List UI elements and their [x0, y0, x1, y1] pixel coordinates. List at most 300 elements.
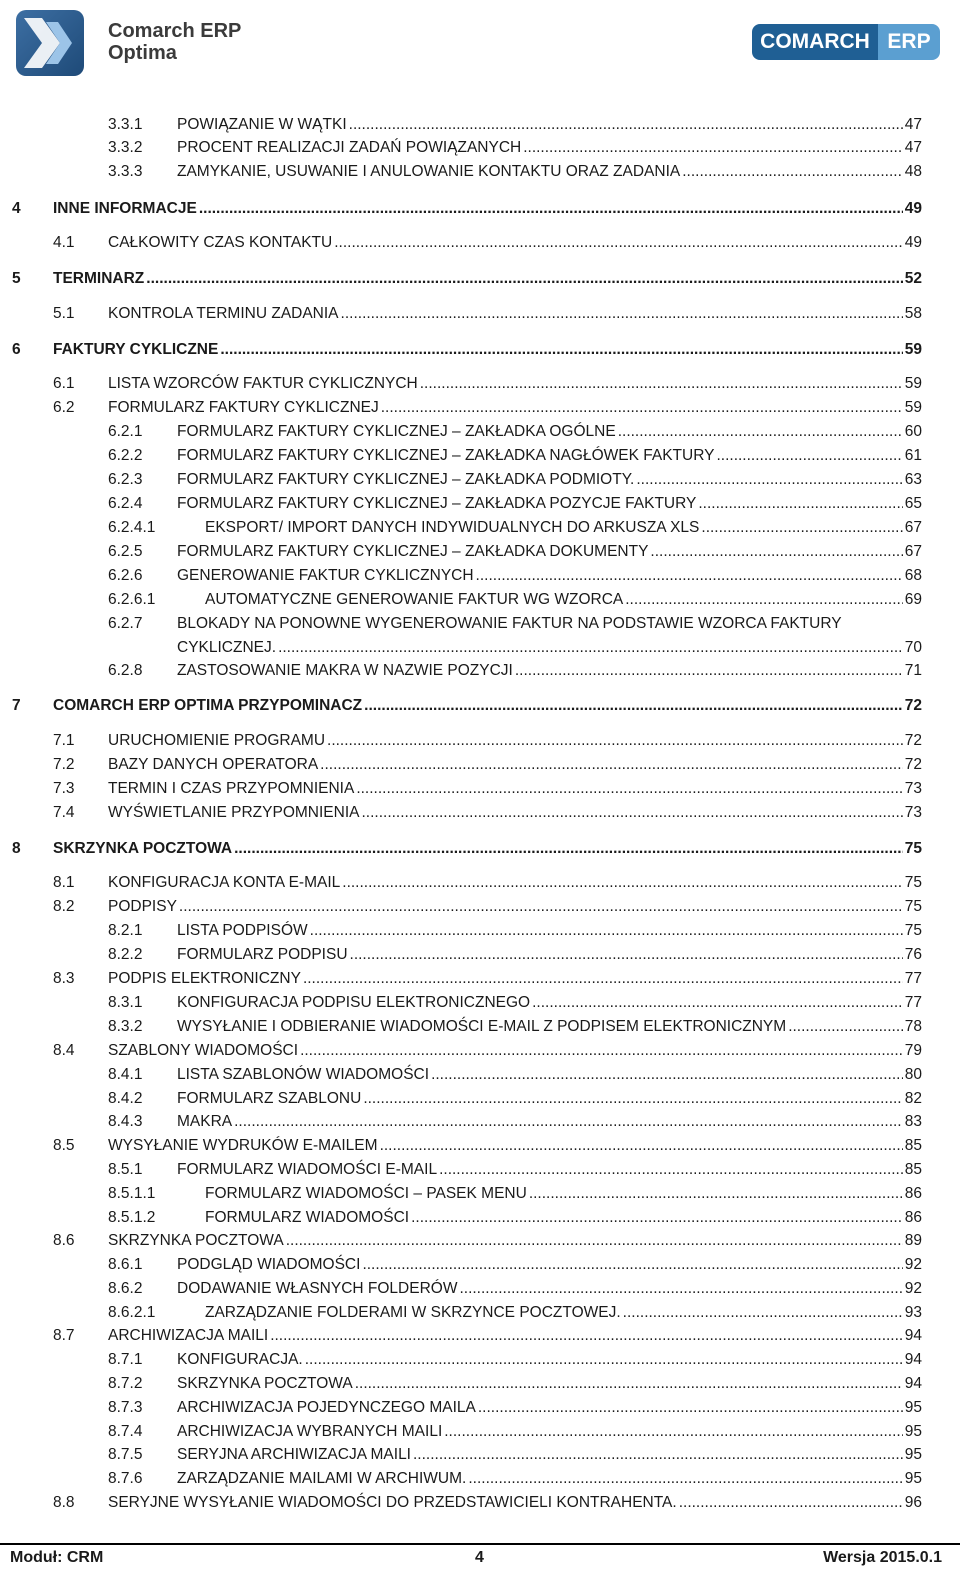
toc-entry-title: SZABLONY WIADOMOŚCI	[108, 1042, 299, 1059]
toc-entry-line	[177, 445, 922, 467]
toc-entry-page: 49	[904, 200, 922, 217]
toc-entry-page: 72	[904, 756, 922, 773]
toc-entry[interactable]	[0, 232, 960, 254]
toc-entry-page: 67	[904, 519, 922, 536]
toc-entry-line	[177, 493, 922, 515]
toc-entry-number: 8.4	[53, 1042, 75, 1059]
toc-entry[interactable]	[0, 303, 960, 325]
toc-entry-page: 72	[904, 732, 922, 749]
toc-entry-page: 93	[904, 1304, 922, 1321]
toc-entry-title: INNE INFORMACJE	[53, 200, 197, 217]
toc-entry-title: FORMULARZ PODPISU	[177, 946, 348, 963]
toc-entry-line	[177, 660, 922, 682]
toc-dot-leader	[701, 517, 902, 539]
toc-entry-title: SKRZYNKA POCZTOWA	[53, 840, 233, 857]
toc-entry-number: 8.2.1	[108, 922, 143, 939]
toc-entry-title: ARCHIWIZACJA POJEDYNCZEGO MAILA	[177, 1399, 476, 1416]
toc-entry-number: 8.2.2	[108, 946, 143, 963]
toc-entry[interactable]	[0, 802, 960, 824]
toc-entry-page: 59	[904, 399, 922, 416]
toc-entry-page: 75	[904, 874, 922, 891]
toc-entry-title: ZASTOSOWANIE MAKRA W NAZWIE POZYCJI	[177, 662, 513, 679]
toc-dot-leader	[716, 445, 902, 467]
toc-entry-title: ZARZĄDZANIE FOLDERAMI W SKRZYNCE POCZTOWEJ.	[205, 1304, 621, 1321]
toc-entry-number: 6.2.8	[108, 662, 143, 679]
toc-entry-title: MAKRA	[177, 1113, 233, 1130]
brand-line-1: Comarch ERP	[108, 20, 242, 42]
toc-entry-number: 8.6.2.1	[108, 1304, 156, 1321]
toc-entry-line	[108, 303, 922, 325]
toc-entry-line	[108, 968, 922, 990]
toc-entry-title: URUCHOMIENIE PROGRAMU	[108, 732, 326, 749]
toc-entry-title: FORMULARZ FAKTURY CYKLICZNEJ – ZAKŁADKA OGÓLNE	[177, 423, 616, 440]
toc-dot-leader	[341, 303, 903, 325]
toc-entry[interactable]	[0, 1421, 960, 1443]
toc-entry-number: 5.1	[53, 305, 75, 322]
toc-entry-title: KONFIGURACJA KONTA E-MAIL	[108, 874, 341, 891]
toc-entry-line	[108, 397, 922, 419]
toc-entry[interactable]	[0, 445, 960, 467]
toc-entry-page: 95	[904, 1470, 922, 1487]
toc-entry-line	[177, 992, 922, 1014]
toc-entry-page: 65	[904, 495, 922, 512]
toc-entry-title: ARCHIWIZACJA WYBRANYCH MAILI	[177, 1423, 443, 1440]
toc-entry[interactable]	[0, 373, 960, 395]
toc-entry-number: 6.2.3	[108, 471, 143, 488]
toc-entry-page: 77	[904, 994, 922, 1011]
toc-entry[interactable]	[0, 613, 960, 656]
toc-entry[interactable]	[0, 1349, 960, 1371]
toc-entry[interactable]	[0, 778, 960, 800]
toc-entry[interactable]	[0, 1444, 960, 1466]
toc-entry-line	[177, 1111, 922, 1133]
toc-entry-title: AUTOMATYCZNE GENEROWANIE FAKTUR WG WZORCA	[205, 591, 624, 608]
toc-entry-page: 70	[904, 639, 922, 656]
toc-entry-line	[177, 920, 922, 942]
toc-entry-line	[108, 778, 922, 800]
toc-entry-title: PODPIS ELEKTRONICZNY	[108, 970, 301, 987]
toc-entry-line	[108, 754, 922, 776]
toc-entry-number: 8.6.1	[108, 1256, 143, 1273]
toc-entry-page: 48	[904, 163, 922, 180]
toc-entry-title: FORMULARZ WIADOMOŚCI E-MAIL	[177, 1161, 438, 1178]
toc-entry-number: 6.2.4.1	[108, 519, 156, 536]
toc-dot-leader	[303, 968, 903, 990]
toc-entry-line	[177, 421, 922, 443]
toc-entry-line	[177, 161, 922, 183]
toc-entry-page: 59	[904, 341, 922, 358]
toc-entry-number: 7.2	[53, 756, 75, 773]
toc-entry-number: 6	[12, 341, 21, 358]
toc-entry-title: ZARZĄDZANIE MAILAMI W ARCHIWUM.	[177, 1470, 467, 1487]
toc-entry[interactable]	[0, 896, 960, 918]
toc-entry-line	[108, 1040, 922, 1062]
toc-entry[interactable]	[0, 339, 960, 361]
toc-dot-leader	[682, 161, 903, 183]
toc-entry[interactable]	[0, 1254, 960, 1276]
toc-dot-leader	[327, 730, 903, 752]
toc-dot-leader	[650, 541, 902, 563]
toc-entry[interactable]	[0, 1064, 960, 1086]
toc-entry-line	[53, 695, 922, 717]
toc-entry-number: 7.3	[53, 780, 75, 797]
toc-dot-leader	[529, 1183, 903, 1205]
toc-entry-title: FORMULARZ FAKTURY CYKLICZNEJ	[108, 399, 379, 416]
toc-entry-line	[53, 339, 922, 361]
toc-dot-leader	[320, 754, 903, 776]
toc-entry-page: 85	[904, 1137, 922, 1154]
toc-entry[interactable]	[0, 1135, 960, 1157]
toc-entry-line	[177, 1468, 922, 1490]
toc-dot-leader	[625, 589, 903, 611]
toc-entry[interactable]	[0, 968, 960, 990]
toc-entry[interactable]	[0, 397, 960, 419]
toc-entry[interactable]	[0, 589, 960, 611]
toc-entry-title: BAZY DANYCH OPERATORA	[108, 756, 319, 773]
comarch-logo-text: COMARCH	[752, 24, 878, 60]
footer-module: Moduł: CRM	[10, 1549, 104, 1566]
toc-dot-leader	[179, 896, 903, 918]
toc-entry-page: 79	[904, 1042, 922, 1059]
toc-entry-line	[53, 198, 922, 220]
toc-entry-number: 4.1	[53, 234, 75, 251]
toc-entry-line	[53, 838, 922, 860]
toc-entry[interactable]	[0, 1111, 960, 1133]
toc-dot-leader	[334, 232, 903, 254]
toc-entry-page: 92	[904, 1280, 922, 1297]
toc-entry[interactable]	[0, 1016, 960, 1038]
toc-entry-line	[177, 1373, 922, 1395]
toc-entry-number: 8.7.2	[108, 1375, 143, 1392]
toc-entry-title: TERMIN I CZAS PRZYPOMNIENIA	[108, 780, 355, 797]
toc-entry[interactable]	[0, 1278, 960, 1300]
toc-entry-title: FORMULARZ FAKTURY CYKLICZNEJ – ZAKŁADKA NAGŁÓWEK FAKTURY	[177, 447, 715, 464]
toc-entry[interactable]	[0, 1492, 960, 1514]
toc-dot-leader	[439, 1159, 903, 1181]
toc-entry-title: LISTA SZABLONÓW WIADOMOŚCI	[177, 1066, 430, 1083]
toc-entry-page: 83	[904, 1113, 922, 1130]
toc-entry-line	[177, 1421, 922, 1443]
toc-entry-page: 75	[904, 922, 922, 939]
toc-entry-title: WYSYŁANIE I ODBIERANIE WIADOMOŚCI E-MAIL Z PODPISEM ELEKTRONICZNYM	[177, 1018, 787, 1035]
toc-entry[interactable]	[0, 1159, 960, 1181]
toc-entry-line	[108, 730, 922, 752]
toc-entry-page: 52	[904, 270, 922, 287]
toc-entry-number: 8.6	[53, 1232, 75, 1249]
page-header	[0, 0, 960, 90]
toc-entry-number: 8.7.6	[108, 1470, 143, 1487]
toc-dot-leader	[459, 1278, 902, 1300]
toc-dot-leader	[380, 1135, 903, 1157]
toc-entry-number: 8.4.2	[108, 1090, 143, 1107]
toc-entry-number: 3.3.2	[108, 139, 143, 156]
toc-dot-leader	[468, 1468, 902, 1490]
toc-entry-title: WYŚWIETLANIE PRZYPOMNIENIA	[108, 804, 360, 821]
toc-entry-page: 82	[904, 1090, 922, 1107]
toc-entry[interactable]	[0, 695, 960, 717]
toc-entry[interactable]	[0, 517, 960, 539]
toc-entry[interactable]	[0, 920, 960, 942]
toc-entry-page: 73	[904, 804, 922, 821]
toc-entry-title: CAŁKOWITY CZAS KONTAKTU	[108, 234, 333, 251]
toc-entry-line	[205, 589, 922, 611]
toc-entry[interactable]	[0, 730, 960, 752]
toc-entry-page: 94	[904, 1375, 922, 1392]
toc-entry-number: 8.5.1.1	[108, 1185, 156, 1202]
toc-entry-title: CYKLICZNEJ.	[177, 639, 277, 656]
toc-entry-number: 8.4.3	[108, 1113, 143, 1130]
toc-entry-title: COMARCH ERP OPTIMA PRZYPOMINACZ	[53, 697, 363, 714]
toc-dot-leader	[636, 469, 902, 491]
toc-entry-page: 75	[904, 898, 922, 915]
toc-entry-line	[108, 373, 922, 395]
toc-entry-title: SKRZYNKA POCZTOWA	[177, 1375, 353, 1392]
toc-dot-leader	[364, 695, 903, 717]
toc-entry-line	[177, 469, 922, 491]
toc-entry[interactable]	[0, 1088, 960, 1110]
toc-dot-leader	[523, 137, 903, 159]
toc-entry-number: 7	[12, 697, 21, 714]
toc-entry-line	[108, 1325, 922, 1347]
toc-dot-leader	[381, 397, 903, 419]
toc-entry[interactable]	[0, 541, 960, 563]
toc-entry-title: KONFIGURACJA PODPISU ELEKTRONICZNEGO	[177, 994, 531, 1011]
toc-entry-number: 8.3.2	[108, 1018, 143, 1035]
toc-entry-number: 8.5.1.2	[108, 1209, 156, 1226]
toc-entry-page: 86	[904, 1209, 922, 1226]
toc-entry-page: 72	[904, 697, 922, 714]
toc-dot-leader	[342, 872, 902, 894]
toc-dot-leader	[788, 1016, 903, 1038]
toc-entry-line	[108, 232, 922, 254]
toc-entry-title: SERYJNA ARCHIWIZACJA MAILI	[177, 1446, 411, 1463]
toc-dot-leader	[363, 1088, 902, 1110]
toc-entry[interactable]	[0, 268, 960, 290]
toc-entry-line	[177, 1088, 922, 1110]
toc-entry-line	[205, 1302, 922, 1324]
toc-entry-number: 8.8	[53, 1494, 75, 1511]
toc-entry[interactable]	[0, 1302, 960, 1324]
toc-entry-number: 3.3.3	[108, 163, 143, 180]
toc-entry-page: 96	[904, 1494, 922, 1511]
toc-entry-number: 8.5	[53, 1137, 75, 1154]
toc-entry-number: 6.2.2	[108, 447, 143, 464]
toc-entry-page: 61	[904, 447, 922, 464]
toc-entry-title: PROCENT REALIZACJI ZADAŃ POWIĄZANYCH	[177, 139, 522, 156]
toc-entry-number: 6.1	[53, 375, 75, 392]
toc-entry-number: 5	[12, 270, 21, 287]
toc-entry-title: ZAMYKANIE, USUWANIE I ANULOWANIE KONTAKTU ORAZ ZADANIA	[177, 163, 681, 180]
toc-entry-title: GENEROWANIE FAKTUR CYKLICZNYCH	[177, 567, 474, 584]
toc-entry[interactable]	[0, 1230, 960, 1252]
toc-entry-number: 8.5.1	[108, 1161, 143, 1178]
toc-entry-number: 8.1	[53, 874, 75, 891]
toc-entry-line	[177, 1016, 922, 1038]
toc-entry-number: 8	[12, 840, 21, 857]
toc-dot-leader	[349, 114, 903, 136]
toc-entry[interactable]	[0, 754, 960, 776]
toc-entry-page: 47	[904, 116, 922, 133]
toc-entry-line	[177, 137, 922, 159]
toc-dot-leader	[431, 1064, 903, 1086]
toc-entry[interactable]	[0, 1040, 960, 1062]
toc-entry[interactable]	[0, 493, 960, 515]
toc-dot-leader	[476, 565, 903, 587]
toc-entry-number: 8.7	[53, 1327, 75, 1344]
toc-dot-leader	[300, 1040, 903, 1062]
toc-dot-leader	[220, 339, 902, 361]
toc-entry-title: KONTROLA TERMINU ZADANIA	[108, 305, 339, 322]
toc-entry-number: 8.7.1	[108, 1351, 143, 1368]
toc-entry-line	[53, 268, 922, 290]
toc-entry-page: 95	[904, 1399, 922, 1416]
toc-entry-title: SERYJNE WYSYŁANIE WIADOMOŚCI DO PRZEDSTAWICIELI KONTRAHENTA.	[108, 1494, 677, 1511]
toc-dot-leader	[420, 373, 903, 395]
toc-entry-number: 8.3	[53, 970, 75, 987]
toc-entry-page: 58	[904, 305, 922, 322]
toc-entry-page: 73	[904, 780, 922, 797]
comarch-logo	[752, 24, 940, 60]
toc-entry-title: FORMULARZ WIADOMOŚCI – PASEK MENU	[205, 1185, 527, 1202]
toc-entry[interactable]	[0, 1397, 960, 1419]
toc-entry[interactable]	[0, 992, 960, 1014]
erp-logo-text: ERP	[878, 24, 940, 60]
toc-entry-page: 76	[904, 946, 922, 963]
toc-entry-line	[177, 1278, 922, 1300]
toc-entry-page: 85	[904, 1161, 922, 1178]
toc-entry[interactable]	[0, 198, 960, 220]
toc-entry-title: FORMULARZ FAKTURY CYKLICZNEJ – ZAKŁADKA PODMIOTY.	[177, 471, 635, 488]
toc-entry[interactable]	[0, 421, 960, 443]
toc-entry-line	[177, 1159, 922, 1181]
toc-entry-number: 6.2	[53, 399, 75, 416]
toc-dot-leader	[350, 944, 903, 966]
toc-dot-leader	[199, 198, 903, 220]
toc-entry-line	[177, 1254, 922, 1276]
toc-entry-title: KONFIGURACJA.	[177, 1351, 303, 1368]
toc-entry-title: PODGLĄD WIADOMOŚCI	[177, 1256, 361, 1273]
toc-entry[interactable]	[0, 137, 960, 159]
toc-entry-title: WYSYŁANIE WYDRUKÓW E-MAILEM	[108, 1137, 378, 1154]
toc-entry-line	[108, 896, 922, 918]
toc-entry-line	[108, 1135, 922, 1157]
toc-entry[interactable]	[0, 1207, 960, 1229]
toc-dot-leader	[444, 1421, 903, 1443]
toc-entry-page: 86	[904, 1185, 922, 1202]
toc-entry-line	[177, 541, 922, 563]
toc-entry-page: 77	[904, 970, 922, 987]
toc-entry-title: FORMULARZ FAKTURY CYKLICZNEJ – ZAKŁADKA POZYCJE FAKTURY	[177, 495, 697, 512]
toc-dot-leader	[623, 1302, 903, 1324]
toc-entry[interactable]	[0, 838, 960, 860]
toc-entry-page: 94	[904, 1327, 922, 1344]
toc-entry-page: 89	[904, 1232, 922, 1249]
toc-entry[interactable]	[0, 872, 960, 894]
toc-entry-page: 60	[904, 423, 922, 440]
toc-entry-title: FAKTURY CYKLICZNE	[53, 341, 219, 358]
toc-dot-leader	[278, 637, 903, 659]
toc-entry-number: 8.7.4	[108, 1423, 143, 1440]
toc-entry[interactable]	[0, 660, 960, 682]
toc-entry-title: PODPISY	[108, 898, 177, 915]
toc-dot-leader	[234, 1111, 903, 1133]
toc-entry-number: 6.2.4	[108, 495, 143, 512]
toc-entry-title: ARCHIWIZACJA MAILI	[108, 1327, 269, 1344]
toc-entry-number: 8.2	[53, 898, 75, 915]
toc-entry-number: 4	[12, 200, 21, 217]
toc-entry-page: 75	[904, 840, 922, 857]
toc-dot-leader	[286, 1230, 903, 1252]
toc-entry-title: LISTA WZORCÓW FAKTUR CYKLICZNYCH	[108, 375, 418, 392]
toc-entry-title: LISTA PODPISÓW	[177, 922, 308, 939]
toc-entry-line	[177, 114, 922, 136]
toc-entry-number: 7.1	[53, 732, 75, 749]
toc-dot-leader	[270, 1325, 903, 1347]
toc-entry-line	[108, 802, 922, 824]
toc-entry-number: 8.6.2	[108, 1280, 143, 1297]
toc-entry-page: 47	[904, 139, 922, 156]
brand-line-2: Optima	[108, 42, 177, 64]
toc-entry[interactable]	[0, 565, 960, 587]
toc-entry-page: 59	[904, 375, 922, 392]
toc-entry-page: 71	[904, 662, 922, 679]
brand-name	[108, 20, 241, 64]
toc-dot-leader	[234, 838, 903, 860]
toc-entry-title: FORMULARZ FAKTURY CYKLICZNEJ – ZAKŁADKA DOKUMENTY	[177, 543, 649, 560]
toc-entry-line	[205, 1207, 922, 1229]
toc-dot-leader	[310, 920, 903, 942]
toc-entry-title: FORMULARZ SZABLONU	[177, 1090, 362, 1107]
toc-entry[interactable]	[0, 1325, 960, 1347]
toc-dot-leader	[679, 1492, 903, 1514]
toc-entry[interactable]	[0, 1468, 960, 1490]
footer-version: Wersja 2015.0.1	[823, 1549, 942, 1566]
toc-entry-line	[177, 1064, 922, 1086]
toc-entry[interactable]	[0, 1373, 960, 1395]
toc-entry-title: FORMULARZ WIADOMOŚCI	[205, 1209, 410, 1226]
toc-dot-leader	[146, 268, 902, 290]
toc-entry-title: POWIĄZANIE W WĄTKI	[177, 116, 347, 133]
toc-entry-line	[177, 944, 922, 966]
toc-entry-line	[108, 1230, 922, 1252]
toc-entry-page: 63	[904, 471, 922, 488]
toc-entry-number: 8.7.3	[108, 1399, 143, 1416]
toc-entry-page: 68	[904, 567, 922, 584]
toc-entry-page: 95	[904, 1423, 922, 1440]
toc-entry-number: 6.2.6.1	[108, 591, 156, 608]
toc-entry-page: 80	[904, 1066, 922, 1083]
toc-entry[interactable]	[0, 469, 960, 491]
toc-dot-leader	[515, 660, 903, 682]
toc-entry-title: SKRZYNKA POCZTOWA	[108, 1232, 284, 1249]
toc-dot-leader	[305, 1349, 903, 1371]
toc-entry[interactable]	[0, 944, 960, 966]
toc-entry-line	[108, 872, 922, 894]
footer-page-number: 4	[475, 1549, 484, 1566]
toc-entry-number: 3.3.1	[108, 116, 143, 133]
toc-dot-leader	[361, 802, 902, 824]
toc-entry-line	[205, 517, 922, 539]
toc-entry-number: 8.3.1	[108, 994, 143, 1011]
toc-entry-page: 92	[904, 1256, 922, 1273]
toc-entry[interactable]	[0, 161, 960, 183]
toc-entry-title: DODAWANIE WŁASNYCH FOLDERÓW	[177, 1280, 458, 1297]
toc-entry[interactable]	[0, 114, 960, 136]
toc-entry-number: 6.2.7	[108, 615, 143, 632]
toc-dot-leader	[411, 1207, 903, 1229]
toc-entry-number: 8.7.5	[108, 1446, 143, 1463]
toc-entry[interactable]	[0, 1183, 960, 1205]
